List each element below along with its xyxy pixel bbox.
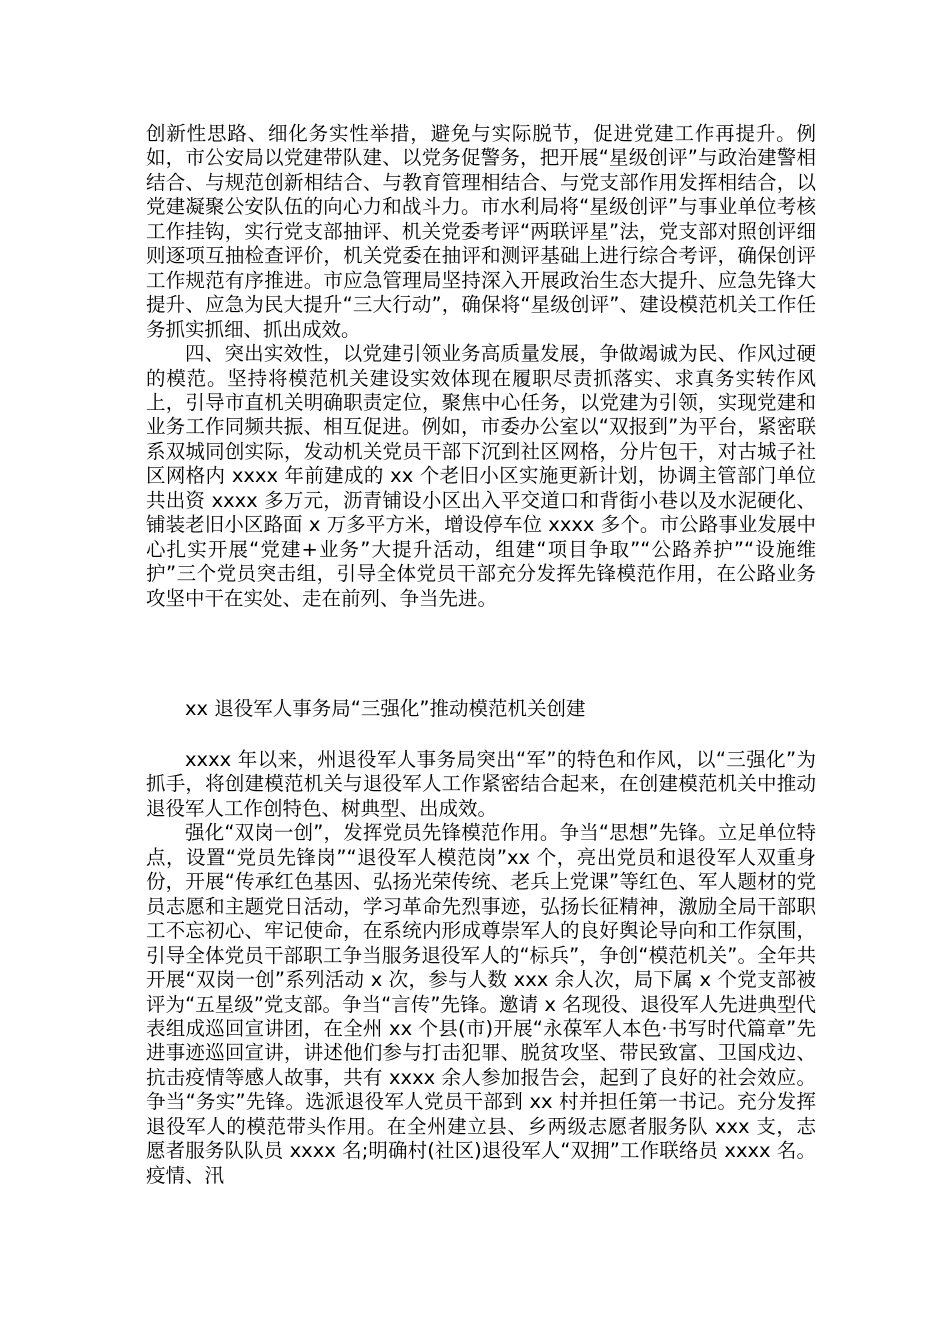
paragraph-continuation: 创新性思路、细化务实性举措，避免与实际脱节，促进党建工作再提升。例如，市公安局以党建带队建、以党务促警务，把开展“星级创评”与政治建警相结合、与规范创新相结合、与教育管理相结合、与党支部作用发挥相结合，以党建凝聚公安队伍的向心力和战斗力。市水利局将“星级创评”与事业单位考核工作挂钩，实行党支部抽评、机关党委考评“两联评星”法，党支部对照创评细则逐项互抽检查评价，机关党委在抽评和测评基础上进行综合考评，确保创评工作规范有序推进。市应急管理局坚持深入开展政治生态大提升、应急先锋大提升、应急为民大提升“三大行动”，确保将“星级创评”、建设模范机关工作任务抓实抓细、抓出成效。 [146, 122, 816, 341]
paragraph-section-four: 四、突出实效性，以党建引领业务高质量发展，争做竭诚为民、作风过硬的模范。坚持将模范机关建设实效体现在履职尽责抓落实、求真务实转作风上，引导市直机关明确职责定位，聚焦中心任务，以党建为引领，实现党建和业务工作同频共振、相互促进。例如，市委办公室以“双报到”为平台，紧密联系双城同创实际，发动机关党员干部下沉到社区网格，分片包干，对古城子社区网格内 xxxx 年前建成的 xx 个老旧小区实施更新计划，协调主管部门单位共出资 xxxx 多万元，沥青铺设小区出入平交道口和背街小巷以及水泥硬化、铺装老旧小区路面 x 万多平方米，增设停车位 xxxx 多个。市公路事业发展中心扎实开展“党建+业务”大提升活动，组建“项目争取”“公路养护”“设施维护”三个党员突击组，引导全体党员干部充分发挥先锋模范作用，在公路业务攻坚中干在实处、走在前列、争当先进。 [146, 342, 816, 610]
paragraph-double-post: 强化“双岗一创”，发挥党员先锋模范作用。争当“思想”先锋。立足单位特点，设置“党员先锋岗”“退役军人模范岗”xx 个，亮出党员和退役军人双重身份，开展“传承红色基因、弘扬光荣传统、老兵上党课”等红色、军人题材的党员志愿和主题党日活动，学习革命先烈事迹，弘扬长征精神，激励全局干部职工不忘初心、牢记使命，在系统内形成尊崇军人的良好舆论导向和工作氛围，引导全体党员干部职工争当服务退役军人的“标兵”，争创“模范机关”。全年共开展“双岗一创”系列活动 x 次，参与人数 xxx 余人次，局下属 x 个党支部被评为“五星级”党支部。争当“言传”先锋。邀请 x 名现役、退役军人先进典型代表组成巡回宣讲团，在全州 xx 个县(市)开展“永葆军人本色·书写时代篇章”先进事迹巡回宣讲，讲述他们参与打击犯罪、脱贫攻坚、带民致富、卫国戍边、抗击疫情等感人故事，共有 xxxx 余人参加报告会，起到了良好的社会效应。争当“务实”先锋。选派退役军人党员干部到 xx 村并担任第一书记。充分发挥退役军人的模范带头作用。在全州建立县、乡两级志愿者服务队 xxx 支，志愿者服务队队员 xxxx 名;明确村(社区)退役军人“双拥”工作联络员 xxxx 名。疫情、汛 [146, 821, 816, 1187]
body-text-top [146, 122, 816, 611]
body-text-bottom [146, 748, 816, 1188]
paragraph-intro: xxxx 年以来，州退役军人事务局突出“军”的特色和作风，以“三强化”为抓手，将创建模范机关与退役军人工作紧密结合起来，在创建模范机关中推动退役军人工作创特色、树典型、出成效。 [146, 748, 816, 820]
section-heading: xx 退役军人事务局“三强化”推动模范机关创建 [185, 697, 586, 720]
